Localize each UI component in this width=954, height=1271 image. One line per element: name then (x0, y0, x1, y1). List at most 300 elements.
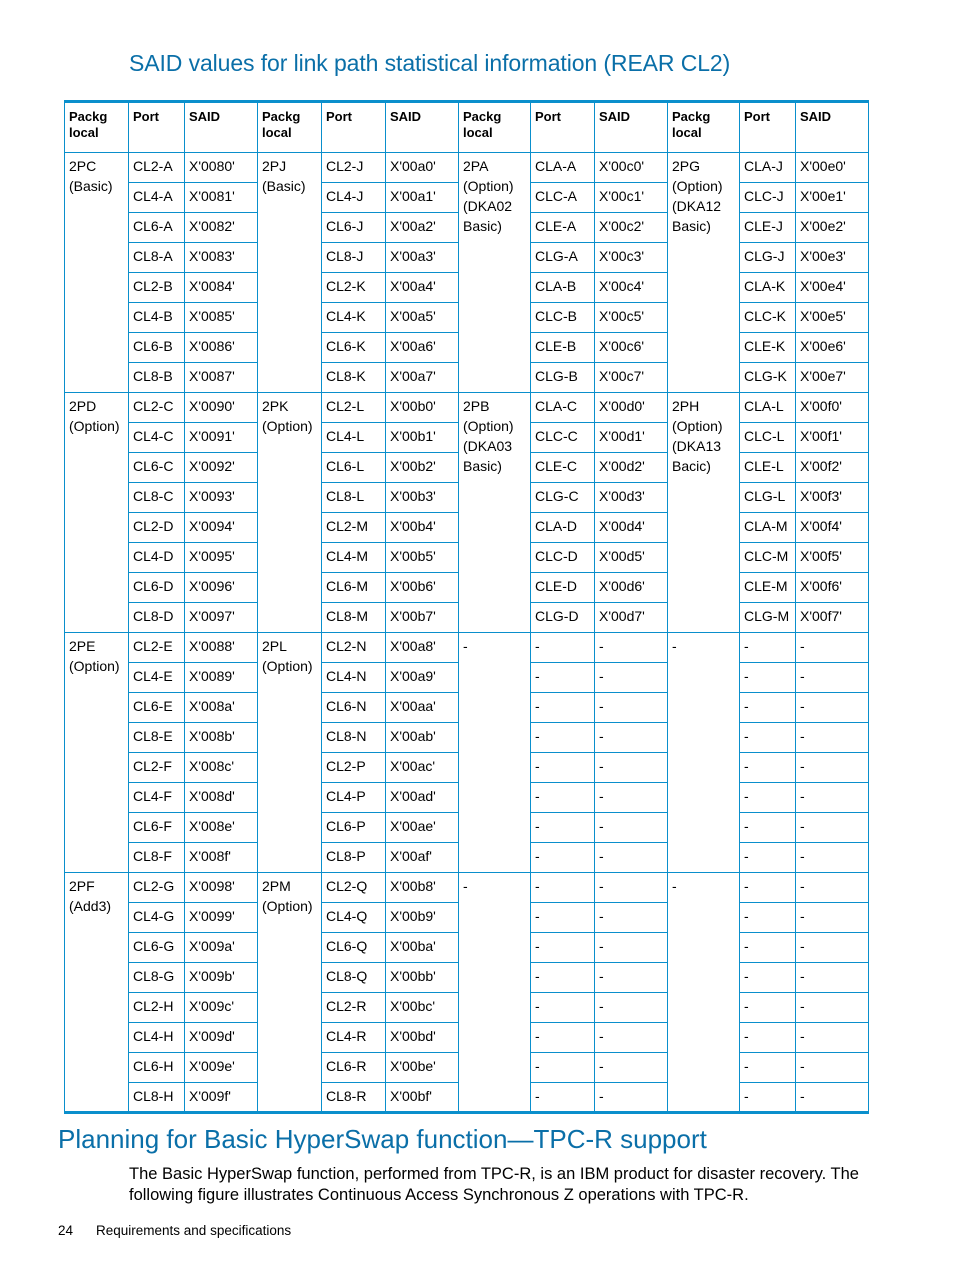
port-cell: CL6-J (322, 213, 386, 243)
port-cell: - (531, 1053, 595, 1083)
said-cell: X'00e5' (796, 303, 869, 333)
port-cell: CLC-B (531, 303, 595, 333)
port-cell: CLG-J (740, 243, 796, 273)
port-cell: CL8-H (129, 1083, 185, 1113)
package-name: 2PM (262, 878, 291, 894)
port-cell: CL8-E (129, 723, 185, 753)
said-cell: - (796, 663, 869, 693)
said-cell: - (595, 903, 668, 933)
section-title: Planning for Basic HyperSwap function—TPC-R support (58, 1124, 707, 1154)
said-cell: X'008f' (185, 843, 258, 873)
port-cell: CLE-A (531, 213, 595, 243)
said-cell: X'00bc' (386, 993, 459, 1023)
said-cell: X'0091' (185, 423, 258, 453)
said-cell: X'00b7' (386, 603, 459, 633)
said-cell: - (595, 1053, 668, 1083)
port-cell: CL4-K (322, 303, 386, 333)
said-cell: X'00a6' (386, 333, 459, 363)
port-cell: - (531, 993, 595, 1023)
said-cell: X'0092' (185, 453, 258, 483)
port-cell: CL6-P (322, 813, 386, 843)
package-name: 2PA (463, 158, 489, 174)
said-cell: X'00c6' (595, 333, 668, 363)
port-cell: CL2-A (129, 153, 185, 183)
port-cell: CL8-F (129, 843, 185, 873)
port-cell: CL4-C (129, 423, 185, 453)
header-row (65, 102, 869, 153)
package-name: - (463, 638, 468, 654)
column-header: SAID (185, 102, 258, 153)
port-cell: CLC-J (740, 183, 796, 213)
package-note: (Option) (69, 418, 120, 434)
package-name: 2PK (262, 398, 289, 414)
said-cell: - (796, 723, 869, 753)
said-cell: X'00d0' (595, 393, 668, 423)
said-cell: - (595, 633, 668, 663)
said-cell: X'00b0' (386, 393, 459, 423)
port-cell: - (531, 933, 595, 963)
said-cell: X'00b4' (386, 513, 459, 543)
package-cell (65, 633, 129, 873)
port-cell: CL2-H (129, 993, 185, 1023)
package-name: - (463, 878, 468, 894)
port-cell: CL8-C (129, 483, 185, 513)
said-cell: X'00f0' (796, 393, 869, 423)
table-row (65, 873, 869, 903)
port-cell: CL2-L (322, 393, 386, 423)
port-cell: CL2-D (129, 513, 185, 543)
port-cell: CL2-P (322, 753, 386, 783)
port-cell: - (740, 1023, 796, 1053)
port-cell: - (740, 663, 796, 693)
said-cell: X'00d7' (595, 603, 668, 633)
said-cell: X'009c' (185, 993, 258, 1023)
port-cell: CLG-C (531, 483, 595, 513)
port-cell: CL6-A (129, 213, 185, 243)
package-cell (258, 153, 322, 393)
port-cell: CLE-C (531, 453, 595, 483)
port-cell: - (740, 963, 796, 993)
port-cell: CLC-A (531, 183, 595, 213)
said-cell: X'00bd' (386, 1023, 459, 1053)
port-cell: CLG-D (531, 603, 595, 633)
port-cell: CLE-K (740, 333, 796, 363)
said-cell: X'008d' (185, 783, 258, 813)
port-cell: - (740, 813, 796, 843)
port-cell: CL2-G (129, 873, 185, 903)
column-header: Port (531, 102, 595, 153)
port-cell: CL8-A (129, 243, 185, 273)
said-cell: X'00ba' (386, 933, 459, 963)
said-cell: X'00d5' (595, 543, 668, 573)
package-cell (65, 393, 129, 633)
port-cell: - (531, 633, 595, 663)
said-cell: - (595, 783, 668, 813)
said-cell: X'00c2' (595, 213, 668, 243)
package-note: (Basic) (69, 178, 113, 194)
page-footer (58, 1223, 291, 1238)
said-cell: X'008e' (185, 813, 258, 843)
said-cell: X'00e4' (796, 273, 869, 303)
port-cell: CL6-H (129, 1053, 185, 1083)
port-cell: CL4-M (322, 543, 386, 573)
said-cell: - (595, 933, 668, 963)
port-cell: CL6-N (322, 693, 386, 723)
port-cell: CL6-F (129, 813, 185, 843)
said-cell: X'00ae' (386, 813, 459, 843)
package-note: (Option) (262, 898, 313, 914)
port-cell: CL6-M (322, 573, 386, 603)
said-cell: X'00a2' (386, 213, 459, 243)
said-cell: - (796, 843, 869, 873)
said-cell: X'0083' (185, 243, 258, 273)
port-cell: CLG-B (531, 363, 595, 393)
port-cell: - (740, 783, 796, 813)
said-cell: X'00ad' (386, 783, 459, 813)
port-cell: CLC-K (740, 303, 796, 333)
said-cell: X'0093' (185, 483, 258, 513)
port-cell: CLC-D (531, 543, 595, 573)
port-cell: CL4-B (129, 303, 185, 333)
package-name: 2PD (69, 398, 97, 414)
column-header: Packg local (668, 102, 740, 153)
said-cell: X'00ac' (386, 753, 459, 783)
port-cell: CL4-A (129, 183, 185, 213)
package-cell (459, 153, 531, 393)
package-name: 2PJ (262, 158, 287, 174)
said-cell: X'00d3' (595, 483, 668, 513)
package-cell (668, 153, 740, 393)
column-header: SAID (386, 102, 459, 153)
said-cell: - (796, 753, 869, 783)
column-header: Packg local (459, 102, 531, 153)
table-row (65, 393, 869, 423)
port-cell: - (740, 723, 796, 753)
said-cell: X'00b3' (386, 483, 459, 513)
said-cell: X'0081' (185, 183, 258, 213)
said-cell: X'00b9' (386, 903, 459, 933)
port-cell: CL8-P (322, 843, 386, 873)
package-note: (Option) (69, 658, 120, 674)
said-cell: X'00bf' (386, 1083, 459, 1113)
said-cell: X'00a8' (386, 633, 459, 663)
said-cell: X'0090' (185, 393, 258, 423)
said-cell: X'00d4' (595, 513, 668, 543)
said-cell: - (796, 993, 869, 1023)
said-cell: - (595, 753, 668, 783)
said-cell: X'00a0' (386, 153, 459, 183)
said-cell: X'00b5' (386, 543, 459, 573)
said-cell: X'009f' (185, 1083, 258, 1113)
said-cell: X'00e7' (796, 363, 869, 393)
said-cell: X'00c0' (595, 153, 668, 183)
port-cell: CL2-F (129, 753, 185, 783)
said-cell: X'00b2' (386, 453, 459, 483)
port-cell: CLG-A (531, 243, 595, 273)
port-cell: CL6-E (129, 693, 185, 723)
port-cell: CL4-N (322, 663, 386, 693)
package-cell (258, 873, 322, 1113)
port-cell: CLA-L (740, 393, 796, 423)
port-cell: - (740, 843, 796, 873)
said-cell: X'00d1' (595, 423, 668, 453)
said-cell: X'00c7' (595, 363, 668, 393)
said-cell: X'008b' (185, 723, 258, 753)
package-note: (Option) (DKA13 Bacic) (672, 418, 723, 474)
said-cell: X'0098' (185, 873, 258, 903)
said-cell: X'00f4' (796, 513, 869, 543)
package-name: 2PG (672, 158, 701, 174)
said-cell: X'00be' (386, 1053, 459, 1083)
said-cell: X'00c4' (595, 273, 668, 303)
said-cell: X'0088' (185, 633, 258, 663)
said-cell: X'00c1' (595, 183, 668, 213)
said-cell: X'0086' (185, 333, 258, 363)
port-cell: - (531, 1083, 595, 1113)
port-cell: CLA-K (740, 273, 796, 303)
said-cell: X'0095' (185, 543, 258, 573)
body-paragraph: The Basic HyperSwap function, performed from TPC-R, is an IBM product for disaster recovery. The following figure illustrates Continuous Access Synchronous Z operations with TPC-R. (129, 1165, 859, 1204)
package-name: - (672, 878, 677, 894)
port-cell: CL4-H (129, 1023, 185, 1053)
port-cell: CL8-G (129, 963, 185, 993)
port-cell: - (740, 633, 796, 663)
port-cell: CLA-D (531, 513, 595, 543)
port-cell: - (531, 783, 595, 813)
said-cell: - (796, 633, 869, 663)
port-cell: CL4-P (322, 783, 386, 813)
port-cell: CL2-B (129, 273, 185, 303)
said-cell: X'00f6' (796, 573, 869, 603)
port-cell: CLG-L (740, 483, 796, 513)
said-cell: X'0099' (185, 903, 258, 933)
said-cell: X'00d2' (595, 453, 668, 483)
said-cell: - (796, 813, 869, 843)
said-cell: X'0087' (185, 363, 258, 393)
port-cell: CL8-M (322, 603, 386, 633)
package-name: 2PE (69, 638, 96, 654)
said-cell: X'00a9' (386, 663, 459, 693)
said-cell: X'00b6' (386, 573, 459, 603)
said-cell: X'00f1' (796, 423, 869, 453)
port-cell: CL2-C (129, 393, 185, 423)
port-cell: CLA-B (531, 273, 595, 303)
said-cell: - (595, 963, 668, 993)
port-cell: - (740, 903, 796, 933)
package-name: 2PF (69, 878, 95, 894)
table-body (65, 153, 869, 1113)
said-cell: - (796, 873, 869, 903)
port-cell: CL2-N (322, 633, 386, 663)
port-cell: - (740, 1083, 796, 1113)
said-cell: X'009d' (185, 1023, 258, 1053)
port-cell: CLA-M (740, 513, 796, 543)
said-cell: - (595, 663, 668, 693)
said-cell: X'00e6' (796, 333, 869, 363)
said-cell: - (796, 1023, 869, 1053)
port-cell: - (531, 843, 595, 873)
package-cell (65, 153, 129, 393)
port-cell: CL8-N (322, 723, 386, 753)
said-cell: - (595, 873, 668, 903)
port-cell: - (740, 993, 796, 1023)
said-cell: X'00f7' (796, 603, 869, 633)
column-header: Packg local (65, 102, 129, 153)
said-cell: - (595, 1083, 668, 1113)
said-cell: X'0097' (185, 603, 258, 633)
port-cell: CL4-F (129, 783, 185, 813)
port-cell: CLG-M (740, 603, 796, 633)
port-cell: - (531, 753, 595, 783)
said-cell: X'00b1' (386, 423, 459, 453)
said-cell: X'008a' (185, 693, 258, 723)
said-cell: X'009e' (185, 1053, 258, 1083)
package-cell (668, 873, 740, 1113)
said-cell: X'00d6' (595, 573, 668, 603)
port-cell: CL2-R (322, 993, 386, 1023)
port-cell: CLE-B (531, 333, 595, 363)
port-cell: - (531, 903, 595, 933)
said-cell: - (595, 843, 668, 873)
said-cell: X'0084' (185, 273, 258, 303)
said-cell: X'009b' (185, 963, 258, 993)
port-cell: CL8-D (129, 603, 185, 633)
said-cell: X'00af' (386, 843, 459, 873)
port-cell: CL6-C (129, 453, 185, 483)
said-cell: X'00f2' (796, 453, 869, 483)
said-cell: - (796, 933, 869, 963)
said-cell: X'00a1' (386, 183, 459, 213)
port-cell: - (531, 1023, 595, 1053)
package-note: (Option) (DKA12 Basic) (672, 178, 723, 234)
port-cell: CL4-E (129, 663, 185, 693)
said-cell: X'00a3' (386, 243, 459, 273)
port-cell: CLG-K (740, 363, 796, 393)
said-cell: - (796, 1053, 869, 1083)
said-table (64, 100, 869, 1114)
package-cell (459, 393, 531, 633)
said-cell: - (595, 693, 668, 723)
port-cell: CL4-Q (322, 903, 386, 933)
page-number: 24 (58, 1223, 74, 1238)
footer-text: Requirements and specifications (96, 1223, 292, 1238)
port-cell: - (740, 753, 796, 783)
package-cell (668, 393, 740, 633)
package-name: 2PH (672, 398, 700, 414)
port-cell: - (531, 723, 595, 753)
said-cell: X'00bb' (386, 963, 459, 993)
port-cell: CL2-J (322, 153, 386, 183)
port-cell: - (531, 963, 595, 993)
table-row (65, 633, 869, 663)
table-title: SAID values for link path statistical information (REAR CL2) (129, 50, 731, 76)
port-cell: CL6-L (322, 453, 386, 483)
package-note: (Option) (DKA03 Basic) (463, 418, 514, 474)
said-cell: X'00b8' (386, 873, 459, 903)
package-cell (258, 393, 322, 633)
port-cell: - (740, 933, 796, 963)
said-cell: X'0080' (185, 153, 258, 183)
port-cell: CL6-R (322, 1053, 386, 1083)
said-cell: X'00f3' (796, 483, 869, 513)
said-cell: X'00f5' (796, 543, 869, 573)
port-cell: CLA-A (531, 153, 595, 183)
said-cell: X'00c3' (595, 243, 668, 273)
said-cell: X'0096' (185, 573, 258, 603)
said-cell: X'00aa' (386, 693, 459, 723)
port-cell: CL8-R (322, 1083, 386, 1113)
port-cell: CLC-C (531, 423, 595, 453)
port-cell: CL8-B (129, 363, 185, 393)
port-cell: CL6-Q (322, 933, 386, 963)
said-cell: - (796, 903, 869, 933)
package-name: - (672, 638, 677, 654)
package-note: (Option) (262, 658, 313, 674)
said-cell: - (796, 693, 869, 723)
column-header: Port (740, 102, 796, 153)
said-cell: X'00ab' (386, 723, 459, 753)
port-cell: CL4-G (129, 903, 185, 933)
port-cell: CLE-L (740, 453, 796, 483)
said-cell: X'00a4' (386, 273, 459, 303)
port-cell: - (531, 693, 595, 723)
port-cell: CL2-K (322, 273, 386, 303)
column-header: SAID (595, 102, 668, 153)
said-cell: X'00a7' (386, 363, 459, 393)
port-cell: CL4-L (322, 423, 386, 453)
said-cell: - (796, 783, 869, 813)
column-header: Port (129, 102, 185, 153)
port-cell: - (531, 813, 595, 843)
port-cell: CL8-K (322, 363, 386, 393)
port-cell: - (531, 873, 595, 903)
port-cell: CLE-D (531, 573, 595, 603)
port-cell: CL6-B (129, 333, 185, 363)
said-cell: - (796, 963, 869, 993)
port-cell: CL2-E (129, 633, 185, 663)
said-cell: X'008c' (185, 753, 258, 783)
port-cell: CLA-J (740, 153, 796, 183)
port-cell: - (740, 1053, 796, 1083)
port-cell: CL8-Q (322, 963, 386, 993)
port-cell: - (740, 873, 796, 903)
said-cell: X'00e1' (796, 183, 869, 213)
said-cell: X'00a5' (386, 303, 459, 333)
package-cell (459, 633, 531, 873)
said-cell: - (595, 1023, 668, 1053)
port-cell: - (740, 693, 796, 723)
table-row (65, 153, 869, 183)
column-header: Packg local (258, 102, 322, 153)
port-cell: CL8-L (322, 483, 386, 513)
port-cell: CL4-J (322, 183, 386, 213)
package-cell (668, 633, 740, 873)
package-cell (459, 873, 531, 1113)
said-cell: X'00e3' (796, 243, 869, 273)
port-cell: CLC-L (740, 423, 796, 453)
said-cell: - (595, 993, 668, 1023)
column-header: Port (322, 102, 386, 153)
port-cell: CL6-G (129, 933, 185, 963)
said-cell: X'00c5' (595, 303, 668, 333)
package-note: (Basic) (262, 178, 306, 194)
package-name: 2PB (463, 398, 490, 414)
package-note: (Option) (DKA02 Basic) (463, 178, 514, 234)
said-cell: - (595, 813, 668, 843)
package-cell (65, 873, 129, 1113)
port-cell: CLA-C (531, 393, 595, 423)
package-cell (258, 633, 322, 873)
